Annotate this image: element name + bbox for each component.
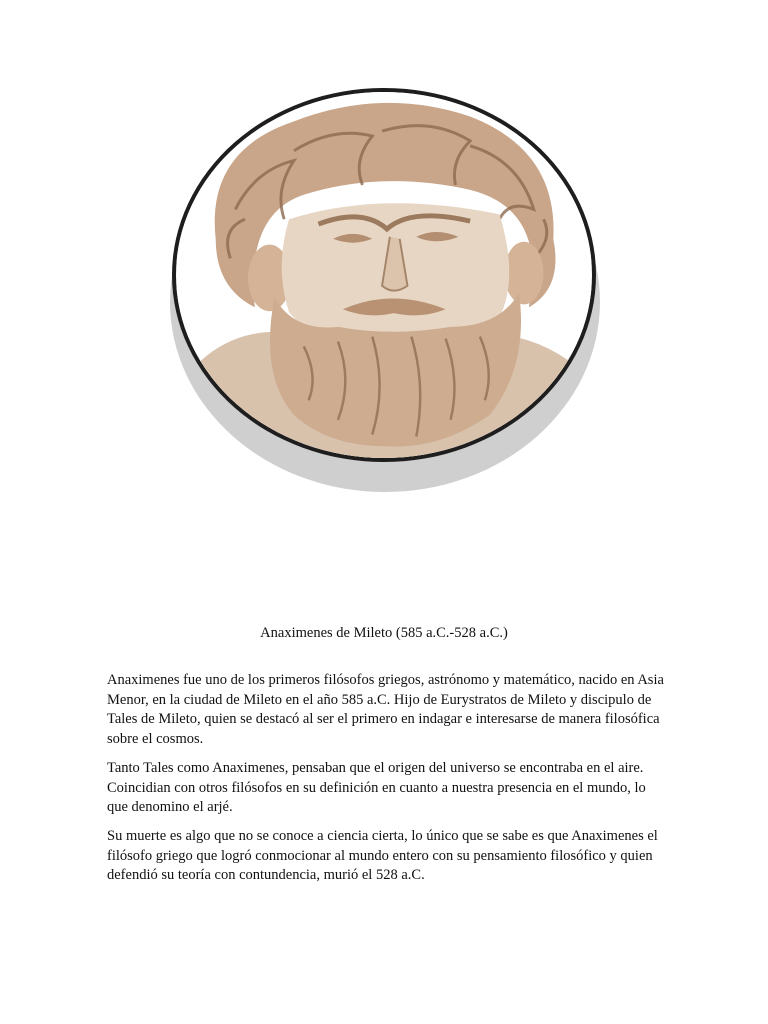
portrait-medallion	[172, 88, 596, 462]
paragraph-origin-theory: Tanto Tales como Anaximenes, pensaban que el origen del universo se encontraba en el aire. Coincidian con otros filósofos en su definición en cuanto a nuestra presencia en el mundo, lo que denomino el arjé.	[107, 760, 646, 815]
philosopher-bust-icon	[176, 92, 592, 458]
paragraph-death: Su muerte es algo que no se conoce a ciencia cierta, lo único que se sabe es que Anaximenes el filósofo griego que logró conmocionar al mundo entero con su pensamiento filosófico y quien defendió su teoría con contundencia, murió el 528 a.C.	[107, 828, 658, 883]
paragraph-biography: Anaximenes fue uno de los primeros filósofos griegos, astrónomo y matemático, nacido en Asia Menor, en la ciudad de Mileto en el año 585 a.C. Hijo de Eurystratos de Mileto y discipulo de Tales de Mileto, quien se destacó al ser el primero en indagar e interesarse de manera filosófica sobre el cosmos.	[107, 672, 664, 747]
page-title: Anaximenes de Mileto (585 a.C.-528 a.C.)	[260, 625, 508, 641]
